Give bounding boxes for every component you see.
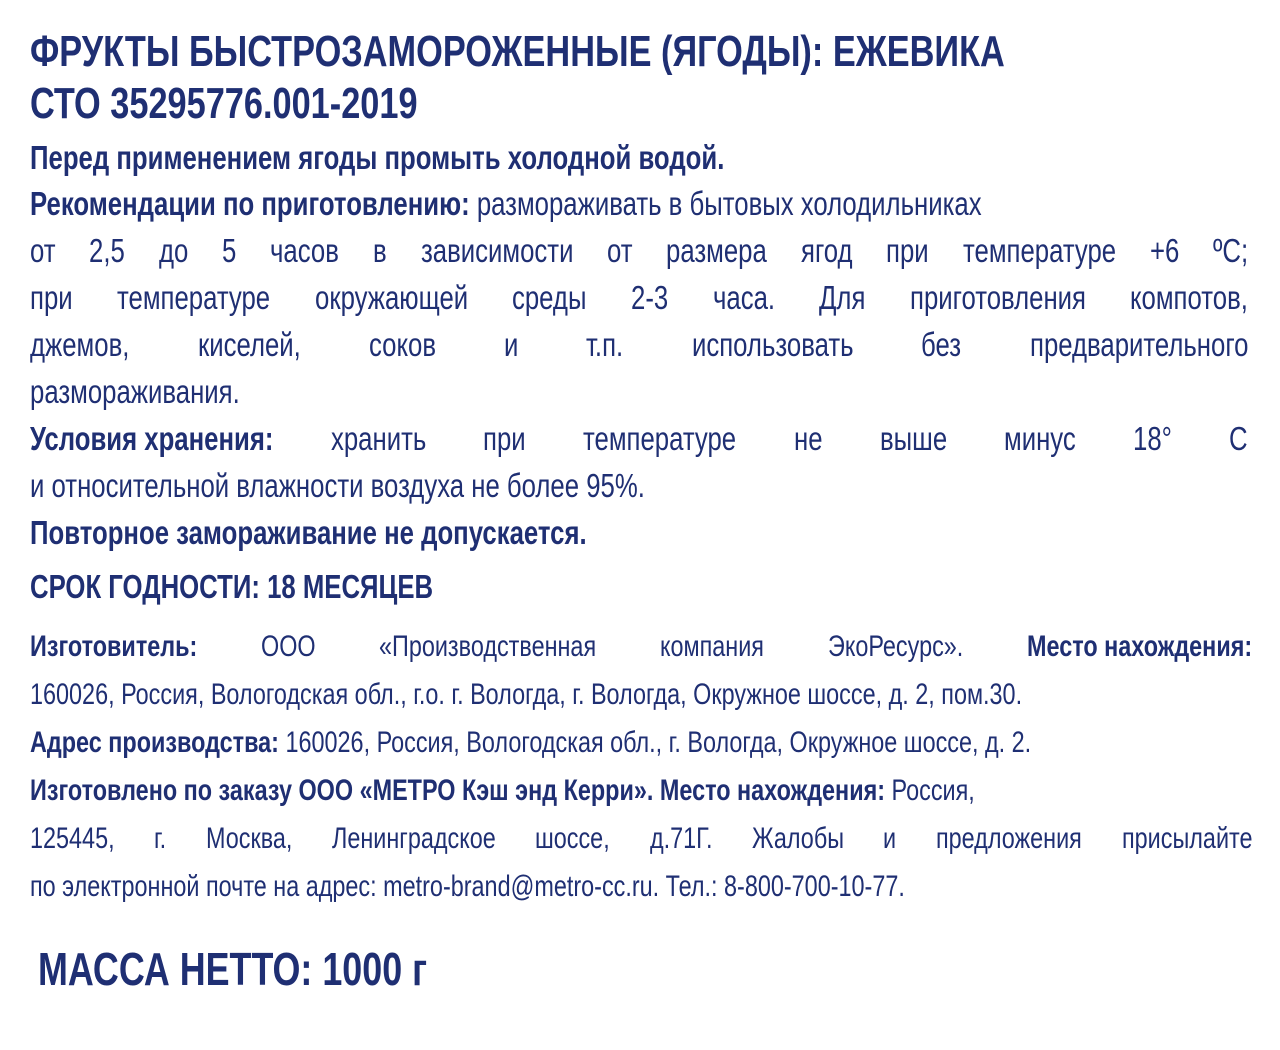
word: компания: [660, 630, 765, 663]
word: шоссе,: [535, 822, 611, 855]
product-standard: СТО 35295776.001-2019: [30, 79, 418, 128]
location-label: Место нахождения:: [1026, 630, 1252, 663]
recommend-line-3: [30, 274, 1248, 321]
word: зависимости: [420, 232, 574, 269]
recommend-line-5: [30, 368, 1252, 415]
storage-label: Условия хранения:: [30, 420, 274, 457]
word: от: [30, 232, 56, 269]
word: присылайте: [1121, 822, 1253, 855]
recommend-label: Рекомендации по приготовлению:: [30, 185, 470, 222]
word: ЭкоРесурс».: [827, 630, 964, 663]
word: 2-3: [630, 279, 669, 316]
word: среды: [512, 279, 587, 316]
recommend-text-5: размораживания.: [30, 373, 240, 410]
maker-address-row: [30, 671, 1252, 719]
word: 125445,: [30, 822, 115, 855]
recommend-line-4: [30, 321, 1248, 368]
word: соков: [368, 326, 436, 363]
net-weight-row: [30, 939, 1252, 999]
storage-text-2: и относительной влажности воздуха не более 95%.: [30, 467, 645, 504]
word: 2,5: [89, 232, 126, 269]
wash-instruction: Перед применением ягоды промыть холодной водой.: [30, 139, 725, 176]
word: не: [793, 420, 823, 457]
word: выше: [879, 420, 947, 457]
ordered-text-1: Россия,: [885, 774, 975, 807]
word: часов: [270, 232, 340, 269]
word: при: [483, 420, 527, 457]
maker-label: Изготовитель:: [30, 630, 198, 663]
ordered-text-3: по электронной почте на адрес: metro-brand@metro-cc.ru. Тел.: 8-800-700-10-77.: [30, 870, 905, 903]
word: предварительного: [1029, 326, 1249, 363]
word: г.: [154, 822, 167, 855]
word: температуре: [962, 232, 1116, 269]
maker-address: 160026, Россия, Вологодская обл., г.о. г. Вологда, г. Вологда, Окружное шоссе, д. 2, пом.30.: [30, 678, 1023, 711]
storage-line-1: [30, 415, 1248, 462]
word: компотов,: [1130, 279, 1249, 316]
word: ºC;: [1212, 232, 1249, 269]
word: ягод: [800, 232, 853, 269]
word: температуре: [583, 420, 737, 457]
word: и: [503, 326, 519, 363]
refreeze-row: [30, 511, 1252, 559]
word: т.п.: [586, 326, 624, 363]
word: ООО: [261, 630, 316, 663]
word: от: [606, 232, 633, 269]
word: размера: [666, 232, 768, 269]
ordered-label: Изготовлено по заказу ООО «МЕТРО Кэш энд Керри». Место нахождения:: [30, 774, 886, 807]
storage-line-2: [30, 462, 1252, 509]
refreeze-warning: Повторное замораживание не допускается.: [30, 514, 587, 551]
word: без: [921, 326, 962, 363]
word: Ленинградское: [331, 822, 496, 855]
word: предложения: [936, 822, 1082, 855]
ordered-line-2: [30, 815, 1252, 863]
ordered-row: [30, 767, 1252, 815]
recommend-line-1: [30, 180, 1252, 227]
word: и: [883, 822, 897, 855]
word: 18°: [1133, 420, 1173, 457]
word: Для: [818, 279, 866, 316]
word: часа.: [712, 279, 775, 316]
recommend-line-2: [30, 227, 1248, 274]
product-standard-row: [30, 78, 1252, 136]
word: при: [30, 279, 73, 316]
ordered-line-3: [30, 863, 1252, 911]
word: приготовления: [909, 279, 1086, 316]
recommend-text-1: размораживать в бытовых холодильниках: [469, 185, 982, 222]
production-address: 160026, Россия, Вологодская обл., г. Вологда, Окружное шоссе, д. 2.: [278, 726, 1032, 759]
wash-instruction-row: [30, 136, 1252, 180]
word: д.71Г.: [649, 822, 713, 855]
word: джемов,: [30, 326, 130, 363]
word: окружающей: [314, 279, 468, 316]
word: «Производственная: [379, 630, 597, 663]
word: при: [886, 232, 929, 269]
word: Жалобы: [751, 822, 844, 855]
word: +6: [1149, 232, 1180, 269]
word: 5: [222, 232, 237, 269]
maker-line: [30, 623, 1252, 671]
word: минус: [1004, 420, 1076, 457]
product-title-row: [30, 26, 1252, 78]
word: использовать: [691, 326, 854, 363]
shelf-life-row: [30, 565, 1252, 621]
word: в: [373, 232, 387, 269]
product-title: ФРУКТЫ БЫСТРОЗАМОРОЖЕННЫЕ (ЯГОДЫ): ЕЖЕВИКА: [30, 27, 1005, 76]
word: хранить: [330, 420, 427, 457]
word: киселей,: [197, 326, 301, 363]
word: до: [159, 232, 189, 269]
word: С: [1229, 420, 1248, 457]
shelf-life: СРОК ГОДНОСТИ: 18 МЕСЯЦЕВ: [30, 568, 434, 605]
word: Москва,: [205, 822, 293, 855]
production-label: Адрес производства:: [30, 726, 279, 759]
word: температуре: [117, 279, 271, 316]
production-row: [30, 719, 1252, 767]
net-weight: МАССА НЕТТО: 1000 г: [38, 943, 428, 995]
product-label: [30, 26, 1252, 999]
